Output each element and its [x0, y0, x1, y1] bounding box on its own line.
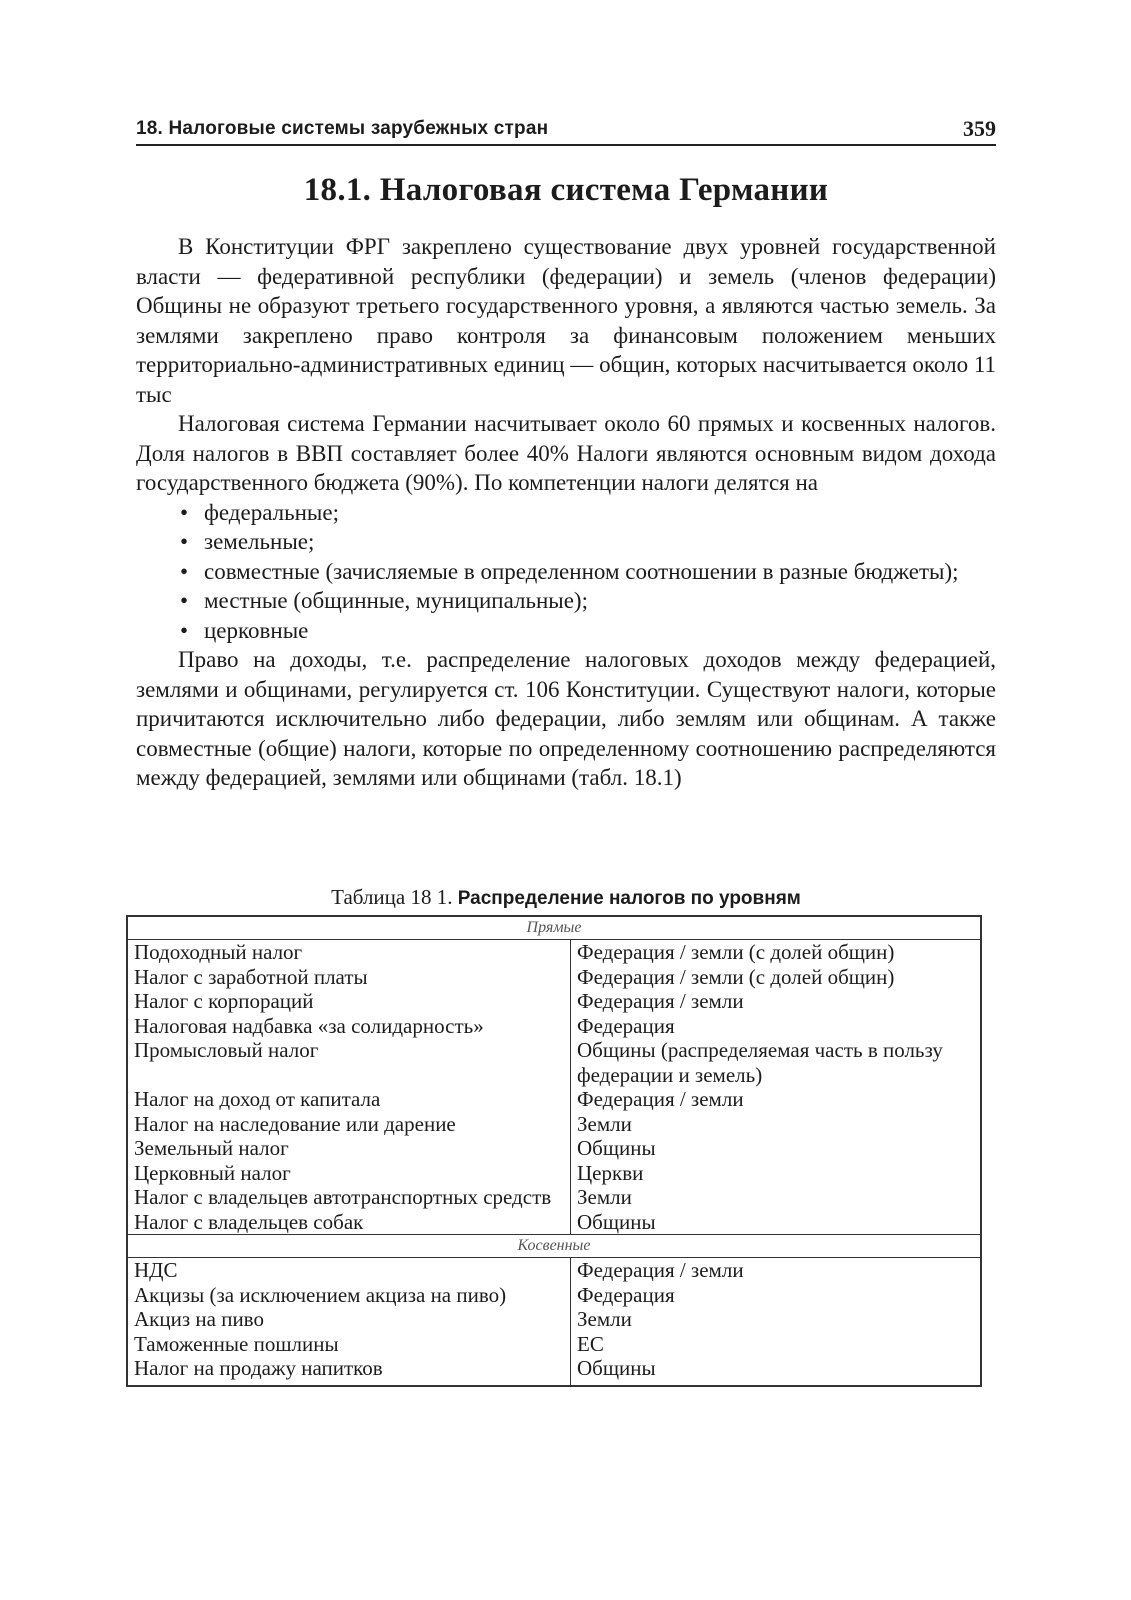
running-title: 18. Налоговые системы зарубежных стран — [136, 118, 549, 139]
bullet-icon: • — [180, 499, 189, 525]
tax-name-cell: Налог на наследование или дарение — [134, 1111, 456, 1136]
group-label-indirect: Косвенные — [127, 1235, 981, 1258]
list-item — [178, 557, 996, 587]
tax-recipient-cell: Федерация / земли (с долей общин) — [571, 965, 982, 990]
paragraph-revenue-rights: Право на доходы, т.е. распределение налоговых доходов между федерацией, землями и общинами, регулируется ст. 106 Конституции. Существуют налоги, которые причитаются исключительно либо федерации, либо землям или общинам. А также совместные (общие) налоги, которые по определенному соотношению распределяются между федерацией, землями или общинами (табл. 18.1) — [136, 647, 996, 790]
tax-recipient-cell: Федерация / земли (с долей общин) — [571, 940, 982, 965]
tax-recipient-cell: Федерация / земли — [571, 989, 982, 1014]
list-item-text: совместные (зачисляемые в определенном соотношении в разные бюджеты); — [204, 558, 959, 584]
tax-name-cell: Подоходный налог — [134, 940, 303, 964]
table-group-header-direct — [127, 916, 981, 940]
tax-recipient-cell: Церкви — [571, 1161, 982, 1186]
table-row — [127, 1332, 981, 1357]
table-row — [127, 1283, 981, 1308]
tax-name-cell: Налог с корпораций — [134, 989, 314, 1013]
list-item-text: федеральные; — [204, 499, 339, 525]
tax-name-cell: Налоговая надбавка «за солидарность» — [134, 1013, 484, 1038]
tax-recipient-cell: ЕС — [571, 1332, 982, 1357]
paragraph-constitution: В Конституции ФРГ закреплено существование двух уровней государственной власти — федеративной республики (федерации) и земель (членов федерации) Общины не образуют третьего государственного уровня, а являются частью земель. За землями закреплено право контроля за финансовым положением меньших территориально-административных единиц — общин, которых насчитывается около 11 тыс — [136, 234, 996, 407]
bullet-icon: • — [180, 529, 189, 554]
running-header — [136, 114, 996, 146]
tax-recipient-cell: Общины — [571, 1136, 982, 1161]
table-caption-title: Распределение налогов по уровням — [457, 888, 801, 909]
tax-name-cell: Налог с владельцев собак — [134, 1209, 364, 1234]
table-group-header-indirect — [127, 1235, 981, 1258]
table-row — [127, 965, 981, 990]
group-label-direct: Прямые — [127, 916, 981, 940]
tax-recipient-cell: Общины — [571, 1356, 982, 1386]
tax-name-cell: Земельный налог — [134, 1136, 289, 1160]
table-row — [127, 1307, 981, 1332]
tax-name-cell: Акциз на пиво — [134, 1307, 264, 1331]
tax-recipient-cell: Общины (распределяемая часть в пользу федерации и земель) — [571, 1038, 982, 1087]
tax-name-cell: Церковный налог — [134, 1160, 291, 1185]
table-caption-number: Таблица 18 1. — [331, 885, 453, 909]
bullet-icon: • — [180, 588, 189, 613]
table-caption — [136, 885, 996, 910]
tax-recipient-cell: Земли — [571, 1185, 982, 1210]
paragraph-tax-system: Налоговая система Германии насчитывает около 60 прямых и косвенных налогов. Доля налогов в ВВП составляет более 40% Налоги являются основным видом дохода государственного бюджета (90%). По компетенции налоги делятся на — [136, 411, 996, 495]
tax-name-cell: Таможенные пошлины — [134, 1331, 339, 1356]
page-number: 359 — [963, 116, 996, 141]
tax-name-cell: Налог на доход от капитала — [134, 1087, 381, 1111]
tax-recipient-cell: Федерация — [571, 1283, 982, 1308]
tax-name-cell: НДС — [134, 1258, 178, 1282]
list-item-text: церковные — [204, 617, 309, 643]
list-item — [178, 498, 996, 528]
tax-recipient-cell: Федерация / земли — [571, 1258, 982, 1283]
list-item-text: местные (общинные, муниципальные); — [204, 588, 588, 613]
table-row — [127, 1258, 981, 1283]
tax-recipient-cell: Федерация / земли — [571, 1087, 982, 1112]
tax-distribution-table — [126, 915, 982, 1387]
table-row — [127, 989, 981, 1014]
tax-name-cell: Налог на продажу напитков — [134, 1356, 383, 1380]
body-text — [136, 232, 996, 793]
table-row — [127, 1161, 981, 1186]
tax-name-cell: Акцизы (за исключением акциза на пиво) — [134, 1282, 507, 1307]
tax-levels-list — [136, 498, 996, 646]
tax-recipient-cell: Общины — [571, 1210, 982, 1235]
tax-recipient-cell: Земли — [571, 1307, 982, 1332]
tax-name-cell: Промысловый налог — [134, 1038, 319, 1062]
tax-recipient-cell: Федерация — [571, 1014, 982, 1039]
section-title: 18.1. Налоговая система Германии — [303, 172, 829, 208]
table-row — [127, 1136, 981, 1161]
bullet-icon: • — [180, 617, 189, 643]
table-row — [127, 1356, 981, 1386]
list-item — [178, 527, 996, 557]
table-row — [127, 1038, 981, 1087]
tax-name-cell: Налог с владельцев автотранспортных средств — [134, 1185, 552, 1209]
table-row — [127, 1185, 981, 1210]
list-item — [178, 586, 996, 616]
tax-recipient-cell: Земли — [571, 1112, 982, 1137]
table-row — [127, 1087, 981, 1112]
table-row — [127, 1112, 981, 1137]
bullet-icon: • — [180, 558, 189, 584]
tax-name-cell: Налог с заработной платы — [134, 964, 368, 989]
list-item-text: земельные; — [204, 529, 315, 554]
table-row — [127, 940, 981, 965]
table-row — [127, 1014, 981, 1039]
table-row — [127, 1210, 981, 1235]
list-item — [178, 616, 996, 646]
